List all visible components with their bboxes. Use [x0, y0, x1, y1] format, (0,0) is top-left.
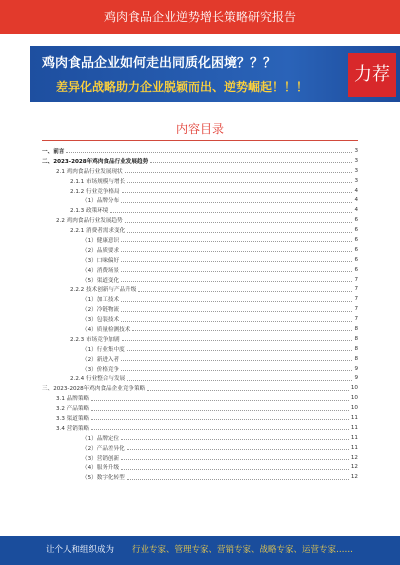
toc-page-number: 7: [354, 306, 358, 313]
toc-entry-title: （1）品牌分布: [82, 198, 120, 205]
toc-entry-title: 二、2023-2028年鸡肉食品行业发展趋势: [42, 158, 149, 165]
toc-page-number: 11: [350, 434, 358, 441]
hero-banner: [30, 46, 400, 102]
toc-entry[interactable]: [42, 334, 358, 344]
toc-entry-title: 3.2 产品策略: [56, 406, 90, 413]
toc-divider: [42, 140, 358, 141]
toc-entry-title: （1）品牌定位: [82, 435, 120, 442]
toc-entry[interactable]: [42, 284, 358, 294]
toc-entry-title: 2.2.2 技术创新与产品升级: [70, 287, 137, 294]
recommend-seal: 力荐: [348, 53, 396, 97]
toc-leader-dots: [121, 202, 352, 203]
toc-page-number: 6: [354, 236, 358, 243]
toc-entry-title: 三、2023-2028年鸡肉食品企业竞争策略: [42, 386, 146, 393]
toc-leader-dots: [147, 390, 349, 391]
toc-entry-title: （1）健康意识: [82, 237, 120, 244]
toc-entry[interactable]: [42, 423, 358, 433]
toc-entry[interactable]: [42, 433, 358, 443]
toc-entry[interactable]: [42, 255, 358, 265]
toc-entry-title: （4）服务升级: [82, 465, 120, 472]
toc-entry-title: （2）冷链物流: [82, 307, 120, 314]
toc-entry-title: （5）渠道变化: [82, 277, 120, 284]
toc-leader-dots: [91, 429, 349, 430]
toc-leader-dots: [127, 182, 352, 183]
toc-heading: 内容目录: [175, 122, 224, 136]
toc-entry-title: （3）包装技术: [82, 317, 120, 324]
toc-entry[interactable]: [42, 443, 358, 453]
toc-entry-title: （3）价格竞争: [82, 366, 120, 373]
toc-leader-dots: [122, 192, 353, 193]
toc-entry[interactable]: [42, 166, 358, 176]
toc-page-number: 8: [354, 325, 358, 332]
toc-page-number: 7: [354, 286, 358, 293]
toc-leader-dots: [138, 291, 352, 292]
toc-entry-title: （1）行业集中度: [82, 346, 125, 353]
toc-entry[interactable]: [42, 176, 358, 186]
toc-entry-title: （4）消费场景: [82, 267, 120, 274]
toc-entry-title: （4）质量检测技术: [82, 326, 131, 333]
toc-page-number: 12: [350, 474, 358, 481]
toc-entry[interactable]: [42, 364, 358, 374]
toc-leader-dots: [121, 261, 352, 262]
toc-page-number: 4: [354, 197, 358, 204]
toc-page-number: 9: [354, 365, 358, 372]
toc-entry[interactable]: [42, 156, 358, 166]
toc-page-number: 7: [354, 316, 358, 323]
toc-entry[interactable]: [42, 373, 358, 383]
toc-leader-dots: [121, 370, 352, 371]
toc-leader-dots: [91, 419, 349, 420]
footer-expertise: 行业专家、管理专家、营销专家、战略专家、运营专家……: [132, 545, 354, 555]
toc-entry-title: （2）产品差异化: [82, 445, 125, 452]
toc-leader-dots: [127, 449, 349, 450]
toc-leader-dots: [66, 152, 352, 153]
toc-entry[interactable]: [42, 205, 358, 215]
toc-leader-dots: [121, 459, 349, 460]
toc-page-number: 8: [354, 355, 358, 362]
toc-page-number: 3: [354, 177, 358, 184]
toc-page-number: 3: [354, 167, 358, 174]
toc-entry[interactable]: [42, 403, 358, 413]
toc-entry[interactable]: [42, 324, 358, 334]
footer-slogan: 让个人和组织成为: [46, 545, 115, 555]
toc-leader-dots: [121, 311, 352, 312]
toc-entry[interactable]: [42, 235, 358, 245]
toc-page-number: 11: [350, 414, 358, 421]
toc-leader-dots: [121, 439, 349, 440]
toc-leader-dots: [121, 241, 352, 242]
toc-page-number: 6: [354, 227, 358, 234]
toc-entry[interactable]: [42, 413, 358, 423]
toc-entry-title: 3.1 品牌策略: [56, 396, 90, 403]
toc-entry[interactable]: [42, 245, 358, 255]
toc-leader-dots: [127, 350, 353, 351]
toc-entry[interactable]: [42, 314, 358, 324]
toc-entry-title: 2.1.1 市场规模与增长: [70, 178, 126, 185]
toc-entry[interactable]: [42, 195, 358, 205]
toc-entry[interactable]: [42, 294, 358, 304]
toc-entry-title: （2）品质要求: [82, 247, 120, 254]
toc-entry-title: 2.1 鸡肉食品行业发展现状: [56, 168, 123, 175]
toc-page-number: 6: [354, 256, 358, 263]
toc-entry[interactable]: [42, 472, 358, 482]
toc-leader-dots: [91, 410, 349, 411]
toc-page-number: 12: [350, 464, 358, 471]
toc-entry[interactable]: [42, 393, 358, 403]
table-of-contents: [42, 146, 358, 482]
toc-entry-title: 2.2.1 消费者需求变化: [70, 228, 126, 235]
toc-leader-dots: [127, 232, 352, 233]
toc-page-number: 10: [350, 395, 358, 402]
toc-entry-title: 2.2 鸡肉食品行业发展趋势: [56, 218, 123, 225]
toc-entry-title: 一、前言: [42, 148, 65, 155]
hero-headline: 鸡肉食品企业如何走出同质化困境？？？: [42, 56, 277, 71]
toc-page-number: 9: [354, 375, 358, 382]
toc-entry-title: （5）数字化转型: [82, 475, 125, 482]
toc-entry-title: （1）加工技术: [82, 297, 120, 304]
report-title: 鸡肉食品企业逆势增长策略研究报告: [103, 10, 296, 24]
toc-leader-dots: [122, 340, 353, 341]
toc-page-number: 3: [354, 147, 358, 154]
toc-entry-title: 2.1.3 政策环境: [70, 208, 109, 215]
hero-subheadline: 差异化战略助力企业脱颖而出、逆势崛起！！！: [56, 80, 309, 94]
toc-entry[interactable]: [42, 186, 358, 196]
toc-entry-title: 3.3 渠道策略: [56, 415, 90, 422]
toc-leader-dots: [121, 271, 352, 272]
toc-page-number: 8: [354, 345, 358, 352]
toc-page-number: 10: [350, 385, 358, 392]
toc-entry[interactable]: [42, 383, 358, 393]
toc-leader-dots: [150, 162, 352, 163]
toc-page-number: 7: [354, 296, 358, 303]
toc-entry[interactable]: [42, 215, 358, 225]
toc-page-number: 4: [354, 207, 358, 214]
toc-entry[interactable]: [42, 275, 358, 285]
toc-leader-dots: [121, 469, 349, 470]
toc-entry[interactable]: [42, 304, 358, 314]
toc-entry[interactable]: [42, 344, 358, 354]
toc-entry-title: （3）营销创新: [82, 455, 120, 462]
toc-page-number: 11: [350, 424, 358, 431]
toc-entry-title: 2.2.4 行业整合与发展: [70, 376, 126, 383]
toc-entry-title: （3）口味偏好: [82, 257, 120, 264]
toc-entry-title: 2.1.2 行业竞争格局: [70, 188, 120, 195]
toc-leader-dots: [91, 400, 349, 401]
toc-page-number: 8: [354, 335, 358, 342]
toc-leader-dots: [121, 281, 352, 282]
toc-leader-dots: [121, 301, 352, 302]
toc-page-number: 3: [354, 157, 358, 164]
toc-entry-title: （2）新进入者: [82, 356, 120, 363]
toc-leader-dots: [125, 172, 353, 173]
toc-leader-dots: [132, 330, 352, 331]
toc-entry-title: 3.4 营销策略: [56, 425, 90, 432]
toc-entry[interactable]: [42, 453, 358, 463]
toc-page-number: 12: [350, 454, 358, 461]
toc-entry[interactable]: [42, 146, 358, 156]
toc-leader-dots: [125, 222, 353, 223]
toc-page-number: 10: [350, 405, 358, 412]
toc-entry-title: 2.2.3 市场竞争加剧: [70, 336, 120, 343]
toc-leader-dots: [121, 251, 352, 252]
toc-entry[interactable]: [42, 354, 358, 364]
toc-leader-dots: [110, 212, 352, 213]
toc-entry[interactable]: [42, 463, 358, 473]
toc-entry[interactable]: [42, 225, 358, 235]
toc-leader-dots: [121, 360, 352, 361]
toc-page-number: 6: [354, 217, 358, 224]
toc-leader-dots: [127, 479, 349, 480]
toc-page-number: 11: [350, 444, 358, 451]
toc-page-number: 7: [354, 276, 358, 283]
toc-leader-dots: [121, 321, 352, 322]
toc-entry[interactable]: [42, 265, 358, 275]
toc-page-number: 6: [354, 266, 358, 273]
toc-page-number: 6: [354, 246, 358, 253]
toc-leader-dots: [127, 380, 352, 381]
toc-page-number: 4: [354, 187, 358, 194]
